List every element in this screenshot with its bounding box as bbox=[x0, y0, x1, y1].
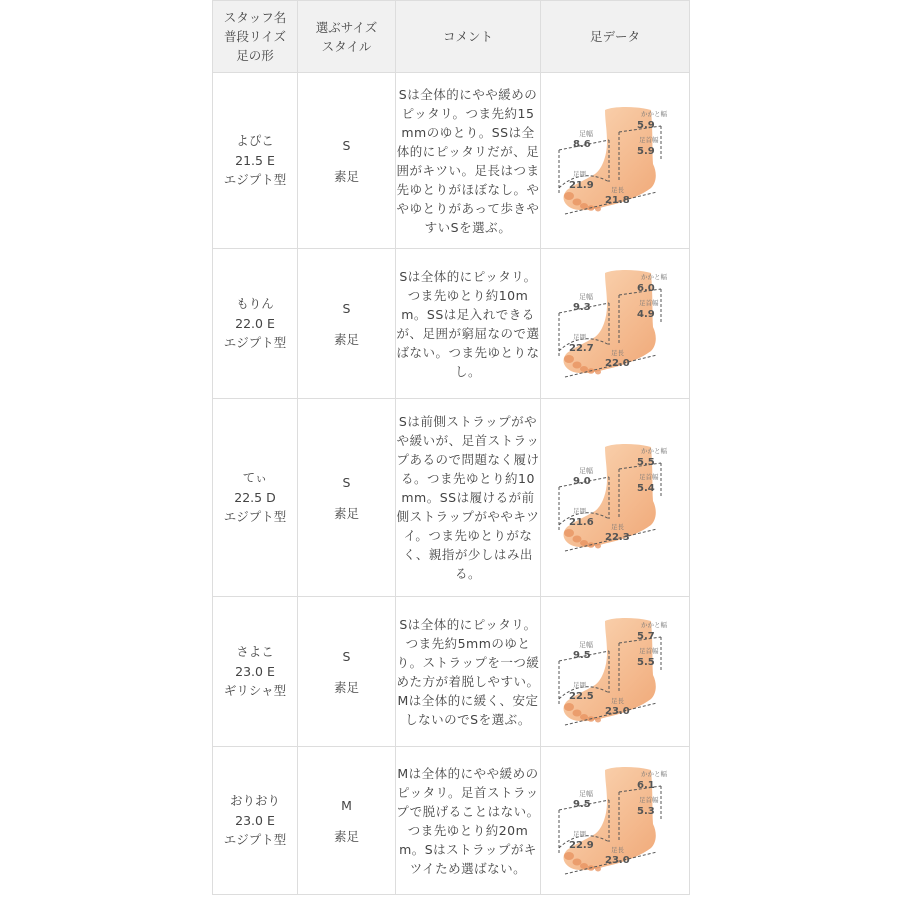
foot-instep-value: 5.4 bbox=[637, 482, 655, 494]
foot-length-label: 足長 bbox=[611, 348, 624, 357]
staff-foot-shape: エジプト型 bbox=[223, 509, 287, 525]
style: 素足 bbox=[333, 505, 359, 521]
header-size-style bbox=[298, 1, 396, 73]
staff-usual-size: 22.5 D bbox=[234, 489, 276, 505]
foot-instep-value: 5.3 bbox=[637, 805, 655, 817]
staff-cell bbox=[213, 747, 298, 895]
foot-ball-height-label: かかと幅 bbox=[641, 272, 667, 281]
foot-ball-height-label: かかと幅 bbox=[641, 769, 667, 778]
table-row bbox=[213, 73, 690, 249]
staff-name: てぃ bbox=[242, 470, 268, 486]
foot-length-label: 足長 bbox=[611, 185, 624, 194]
foot-diagram bbox=[553, 439, 677, 557]
header-staff bbox=[213, 1, 298, 73]
foot-instep-label: 足首幅 bbox=[639, 472, 659, 481]
staff-cell bbox=[213, 597, 298, 747]
comment-cell: Sは全体的にやや緩めのピッタリ。つま先約15mmのゆとり。SSは全体的にピッタリだが、足囲がキツい。足長はつま先ゆとりがほぼなし。ややゆとりがあって歩きやすいSを選ぶ。 bbox=[396, 73, 541, 249]
foot-girth-label: 足囲 bbox=[573, 332, 586, 341]
foot-data-cell bbox=[541, 249, 690, 399]
foot-instep-label: 足首幅 bbox=[639, 646, 659, 655]
foot-length-value: 23.0 bbox=[605, 854, 630, 866]
staff-usual-size: 23.0 E bbox=[235, 663, 275, 679]
staff-name: もりん bbox=[236, 296, 274, 312]
foot-diagram bbox=[553, 265, 677, 383]
style: 素足 bbox=[333, 331, 359, 347]
comment-cell: Sは全体的にピッタリ。つま先ゆとり約10mm。SSは足入れできるが、足囲が窮屈なので選ばない。つま先ゆとりなし。 bbox=[396, 249, 541, 399]
staff-usual-size: 23.0 E bbox=[235, 812, 275, 828]
header-size-line: 選ぶサイズ bbox=[315, 19, 378, 35]
foot-width-label: 足幅 bbox=[579, 466, 593, 475]
foot-diagram bbox=[553, 102, 677, 220]
foot-ball-height-value: 6.0 bbox=[637, 282, 655, 294]
foot-girth-label: 足囲 bbox=[573, 829, 586, 838]
staff-foot-shape: エジプト型 bbox=[223, 172, 287, 188]
foot-length-value: 22.0 bbox=[605, 357, 630, 369]
size-style-cell bbox=[298, 249, 396, 399]
foot-girth-value: 22.9 bbox=[569, 839, 594, 851]
comment-cell: Mは全体的にやや緩めのピッタリ。足首ストラップで脱げることはない。つま先ゆとり約20mm。Sはストラップがキツイため選ばない。 bbox=[396, 747, 541, 895]
foot-instep-label: 足首幅 bbox=[639, 135, 659, 144]
foot-girth-value: 22.5 bbox=[569, 690, 594, 702]
foot-data-cell bbox=[541, 747, 690, 895]
size-style-cell bbox=[298, 399, 396, 597]
staff-foot-shape: エジプト型 bbox=[223, 335, 287, 351]
foot-girth-value: 22.7 bbox=[569, 342, 594, 354]
foot-ball-height-label: かかと幅 bbox=[641, 620, 667, 629]
foot-length-value: 23.0 bbox=[605, 705, 630, 717]
chosen-size: S bbox=[342, 300, 351, 316]
header-staff-line: 足の形 bbox=[236, 48, 274, 63]
staff-name: おりおり bbox=[229, 793, 280, 809]
table-row bbox=[213, 249, 690, 399]
foot-diagram bbox=[553, 613, 677, 731]
size-style-cell bbox=[298, 747, 396, 895]
table-row bbox=[213, 399, 690, 597]
foot-length-label: 足長 bbox=[611, 696, 624, 705]
staff-name: よぴこ bbox=[236, 133, 274, 149]
table-row bbox=[213, 747, 690, 895]
foot-data-cell bbox=[541, 597, 690, 747]
staff-cell bbox=[213, 399, 298, 597]
staff-usual-size: 22.0 E bbox=[235, 315, 275, 331]
chosen-size: S bbox=[342, 137, 351, 153]
foot-diagram bbox=[553, 762, 677, 880]
header-foot-data: 足データ bbox=[541, 1, 690, 73]
staff-foot-shape: エジプト型 bbox=[223, 832, 287, 848]
foot-girth-label: 足囲 bbox=[573, 680, 586, 689]
staff-name: さよこ bbox=[236, 644, 274, 660]
fitting-table bbox=[212, 0, 690, 895]
foot-length-label: 足長 bbox=[611, 845, 624, 854]
foot-length-value: 21.8 bbox=[605, 194, 630, 206]
header-staff-line: スタッフ名 bbox=[223, 10, 287, 25]
foot-width-value: 8.6 bbox=[573, 138, 591, 150]
foot-data-cell bbox=[541, 399, 690, 597]
foot-width-value: 9.0 bbox=[573, 475, 591, 487]
foot-width-value: 9.5 bbox=[573, 649, 591, 661]
foot-instep-label: 足首幅 bbox=[639, 298, 659, 307]
style: 素足 bbox=[333, 679, 359, 695]
staff-cell bbox=[213, 73, 298, 249]
foot-girth-value: 21.6 bbox=[569, 516, 594, 528]
size-style-cell bbox=[298, 73, 396, 249]
foot-girth-label: 足囲 bbox=[573, 506, 586, 515]
foot-width-label: 足幅 bbox=[579, 789, 593, 798]
foot-data-cell bbox=[541, 73, 690, 249]
foot-instep-value: 4.9 bbox=[637, 308, 655, 320]
foot-length-label: 足長 bbox=[611, 522, 624, 531]
foot-instep-value: 5.5 bbox=[637, 656, 655, 668]
chosen-size: S bbox=[342, 648, 351, 664]
foot-width-value: 9.3 bbox=[573, 301, 591, 313]
staff-cell bbox=[213, 249, 298, 399]
header-row bbox=[213, 1, 690, 73]
foot-instep-value: 5.9 bbox=[637, 145, 655, 157]
style: 素足 bbox=[333, 828, 359, 844]
foot-girth-label: 足囲 bbox=[573, 169, 586, 178]
style: 素足 bbox=[333, 168, 359, 184]
staff-foot-shape: ギリシャ型 bbox=[223, 683, 287, 699]
foot-width-value: 9.5 bbox=[573, 798, 591, 810]
foot-ball-height-value: 6.1 bbox=[637, 779, 655, 791]
foot-width-label: 足幅 bbox=[579, 640, 593, 649]
chosen-size: S bbox=[342, 474, 351, 490]
foot-ball-height-value: 5.9 bbox=[637, 119, 655, 131]
size-style-cell bbox=[298, 597, 396, 747]
chosen-size: M bbox=[341, 797, 352, 813]
header-style-line: スタイル bbox=[321, 38, 372, 54]
comment-cell: Sは全体的にピッタリ。つま先約5mmのゆとり。ストラップを一つ緩めた方が着脱しやすい。Mは全体的に緩く、安定しないのでSを選ぶ。 bbox=[396, 597, 541, 747]
foot-ball-height-label: かかと幅 bbox=[641, 109, 667, 118]
foot-width-label: 足幅 bbox=[579, 129, 593, 138]
foot-ball-height-label: かかと幅 bbox=[641, 446, 667, 455]
table-row bbox=[213, 597, 690, 747]
foot-width-label: 足幅 bbox=[579, 292, 593, 301]
comment-cell: Sは前側ストラップがやや緩いが、足首ストラップあるので問題なく履ける。つま先ゆとり約10mm。SSは履けるが前側ストラップがややキツイ。つま先ゆとりがなく、親指が少しはみ出る。 bbox=[396, 399, 541, 597]
header-staff-line: 普段リイズ bbox=[223, 29, 286, 44]
foot-instep-label: 足首幅 bbox=[639, 795, 659, 804]
foot-ball-height-value: 5.7 bbox=[637, 630, 655, 642]
foot-length-value: 22.3 bbox=[605, 531, 630, 543]
header-comment: コメント bbox=[396, 1, 541, 73]
foot-girth-value: 21.9 bbox=[569, 179, 594, 191]
staff-usual-size: 21.5 E bbox=[235, 152, 275, 168]
foot-ball-height-value: 5.5 bbox=[637, 456, 655, 468]
